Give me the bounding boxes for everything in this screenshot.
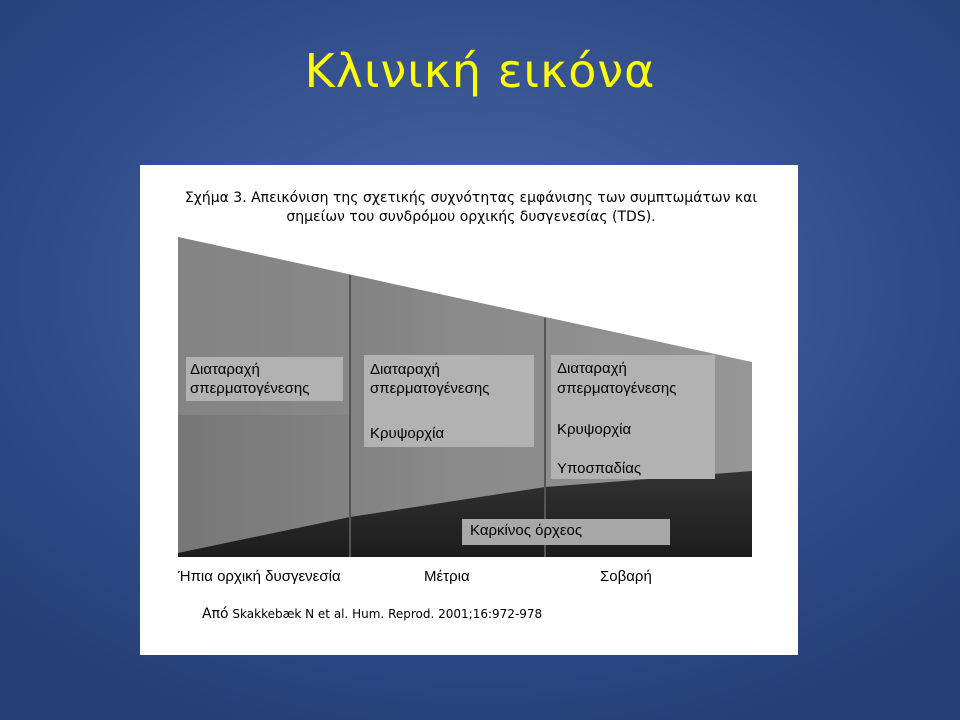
section-2-label-cryptorchidism: Κρυψορχία	[370, 425, 445, 442]
severity-label-moderate: Μέτρια	[424, 568, 470, 585]
severity-label-severe: Σοβαρή	[600, 568, 652, 585]
source-citation: Skakkebæk N et al. Hum. Reprod. 2001;16:972-978	[232, 607, 543, 621]
source-prefix: Από	[202, 606, 229, 622]
section-3-label-spermatogenesis: Διαταραχή σπερματογένεσης	[557, 360, 677, 397]
section-2-label-spermatogenesis: Διαταραχή σπερματογένεσης	[370, 361, 490, 397]
slide-title: Κλινική εικόνα	[304, 44, 656, 98]
section-1-label-spermatogenesis: Διαταραχή σπερματογένεσης	[190, 361, 310, 397]
testicular-cancer-label: Καρκίνος όρχεος	[470, 522, 583, 539]
figure-panel	[140, 165, 798, 655]
source-reference	[202, 606, 542, 622]
figure-caption: Σχήμα 3. Απεικόνιση της σχετικής συχνότητας εμφάνισης των συμπτωμάτων και σημείων του συνδρόμου ορχικής δυσγενεσίας (TDS).	[184, 190, 758, 225]
section-3-label-cryptorchidism: Κρυψορχία	[557, 421, 632, 438]
severity-label-mild: Ήπια ορχική δυσγενεσία	[178, 568, 341, 585]
section-3-label-hypospadias: Υποσπαδίας	[557, 460, 642, 477]
